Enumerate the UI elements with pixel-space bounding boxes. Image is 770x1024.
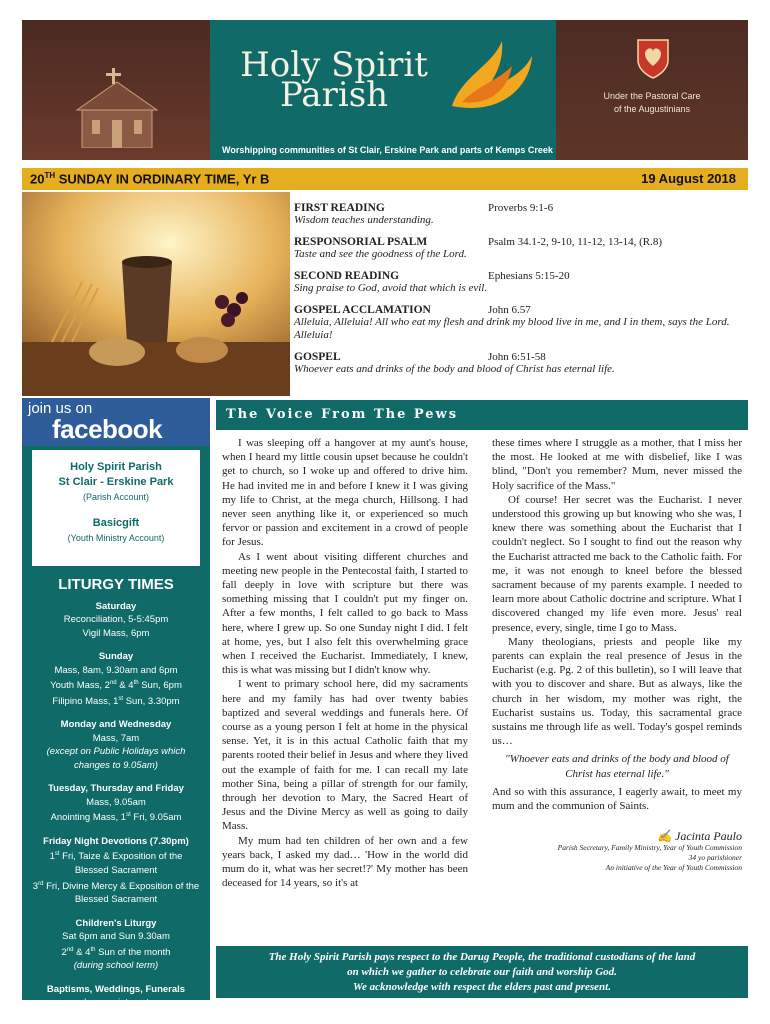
reading-item xyxy=(294,236,744,261)
article-paragraph: Of course! Her secret was the Eucharist. I never understood this growing up but knowing who she was, I knew there was something about the Eucharist that I couldn't neglect. So I sought to find out the reason why the Eucharist attracted me back to the Catholic faith. For me, it was not enough to kneel before the blessed sacrament because of my parents example. I needed to learn more about Catholic doctrine and scripture. What I discovered changed my life even more. Jesus' real presence, every, single, time I go to Mass. xyxy=(492,493,742,634)
reading-item xyxy=(294,304,744,342)
author-initiative: An initiative of the Year of Youth Commission xyxy=(605,863,742,873)
church-icon xyxy=(62,68,172,148)
title-panel xyxy=(210,20,556,160)
footer-line: We acknowledge with respect the elders past and present. xyxy=(353,981,611,993)
liturgy-times xyxy=(22,578,210,1010)
liturgy-line xyxy=(22,809,210,825)
liturgy-line: by appointment xyxy=(83,997,149,1009)
footer-line: on which we gather to celebrate our faith and worship God. xyxy=(347,966,617,978)
liturgy-day: Baptisms, Weddings, Funerals xyxy=(46,983,186,995)
liturgy-text: Anointing Mass, 1 xyxy=(50,812,127,824)
liturgy-line: (during school term) xyxy=(73,960,159,972)
reading-response: Taste and see the goodness of the Lord. xyxy=(294,248,467,260)
reading-item xyxy=(294,270,744,295)
liturgy-sup: st xyxy=(118,695,124,702)
bread-and-wine-photo xyxy=(22,192,290,396)
facebook-logo: facebook xyxy=(52,414,163,444)
sunday-title-rest: SUNDAY IN ORDINARY TIME, Yr B xyxy=(55,171,270,187)
reading-response: Alleluia, Alleluia! All who eat my flesh and drink my blood live in me, and I in them, says the Lord. Alleluia! xyxy=(294,316,730,341)
sidebar xyxy=(22,398,210,1009)
reading-response: Sing praise to God, avoid that which is evil. xyxy=(294,282,488,294)
sunday-ordinal-sup: TH xyxy=(44,171,56,180)
reading-name: FIRST READING xyxy=(294,202,385,214)
facebook-accounts-card xyxy=(32,450,200,566)
account-name[interactable]: Basicgift xyxy=(92,517,140,529)
liturgy-text: 3 xyxy=(32,880,39,892)
pastoral-line-2: of the Augustinians xyxy=(613,104,691,114)
account-name[interactable]: St Clair - Erskine Park xyxy=(58,476,174,488)
account-note: (Parish Account) xyxy=(82,492,150,502)
liturgy-sup: th xyxy=(133,680,139,686)
facebook-banner[interactable] xyxy=(22,398,210,446)
article-paragraph: As I went about visiting different churches and meeting new people in the Pentecostal faith, I started to fall deeply in love with scripture but there was something missing that I couldn't put my finger on. After a few months, I felt called to go back to Mass here, where I grew up. So one Sunday night I did. I felt at home, yes, but I also felt this overwhelming grace when I received the Eucharist. Immediately, I knew, this is what was missing but I didn't know why. xyxy=(222,550,468,677)
liturgy-sup: th xyxy=(90,946,96,953)
liturgy-day: Friday Night Devotions (7.30pm) xyxy=(43,835,189,847)
article-paragraph: these times where I struggle as a mother, that I miss her the most. He looked at me with disbelief, like I was blind, "Don't you remember? Mum, never missed the Holy sacrifice of the Mass." xyxy=(492,437,742,492)
reading-name: SECOND READING xyxy=(294,270,400,282)
liturgy-day: Children's Liturgy xyxy=(75,917,157,929)
article-paragraph: My mum had ten children of her own and a few years back, I asked my dad… 'How in the world did mum do it, what was her secret!?' My mother has been deceased for 14 years, so it's at xyxy=(222,834,468,890)
reading-ref: Psalm 34.1-2, 9-10, 11-12, 13-14, (R.8) xyxy=(488,236,663,248)
reading-item xyxy=(294,202,744,227)
title-line-2: Parish xyxy=(279,75,389,115)
liturgy-text: Fri, Taize & Exposition of the Blessed Sacrament xyxy=(59,851,183,877)
liturgy-line xyxy=(22,878,210,907)
gospel-quote: "Whoever eats and drinks of the body and blood of Christ has eternal life." xyxy=(505,753,729,780)
reading-name: GOSPEL ACCLAMATION xyxy=(294,304,431,316)
liturgy-heading: LITURGY TIMES xyxy=(58,576,174,593)
liturgy-line: Mass, 7am xyxy=(92,732,140,744)
liturgy-sup: st xyxy=(126,812,131,819)
sunday-bar xyxy=(22,168,748,190)
masthead xyxy=(22,20,748,160)
reading-response: Whoever eats and drinks of the body and blood of Christ has eternal life. xyxy=(294,363,615,375)
reading-name: RESPONSORIAL PSALM xyxy=(294,236,428,248)
liturgy-day: Tuesday, Thursday and Friday xyxy=(48,783,184,795)
liturgy-text: & 4 xyxy=(73,946,91,958)
author-signature: ✍ Jacinta Paulo xyxy=(657,829,742,844)
sunday-ordinal: 20 xyxy=(30,171,45,187)
liturgy-line xyxy=(22,693,210,709)
account-note: (Youth Ministry Account) xyxy=(67,533,165,543)
liturgy-text: Fri, 9.05am xyxy=(130,812,182,824)
liturgy-sup: nd xyxy=(109,680,117,686)
bulletin-page xyxy=(22,20,748,1009)
footer-line: The Holy Spirit Parish pays respect to the Darug People, the traditional custodians of the land xyxy=(268,951,696,963)
liturgy-text: 1 xyxy=(49,851,55,863)
reading-ref: Proverbs 9:1-6 xyxy=(488,202,554,214)
church-illustration xyxy=(22,20,210,160)
liturgy-day: Saturday xyxy=(95,600,137,612)
liturgy-line: (except on Public Holidays which changes to 9.05am) xyxy=(46,746,186,771)
liturgy-line: Mass, 9.05am xyxy=(86,796,146,808)
author-role: Parish Secretary, Family Ministry, Year of Youth Commission xyxy=(557,843,742,853)
pastoral-line-1: Under the Pastoral Care xyxy=(603,91,701,101)
sunday-date: 19 August 2018 xyxy=(641,171,736,186)
liturgy-line: Vigil Mass, 6pm xyxy=(82,627,150,639)
liturgy-sup: nd xyxy=(66,946,74,953)
liturgy-text: Sun, 6pm xyxy=(138,680,182,692)
liturgy-line: Mass, 8am, 9.30am and 6pm xyxy=(54,664,178,676)
liturgy-line xyxy=(22,677,210,693)
voice-title: The Voice From The Pews xyxy=(226,407,459,422)
reading-ref: John 6.57 xyxy=(488,304,531,316)
article-paragraph: Many theologians, priests and people like my parents can explain the real presence of Jesus in the Eucharist (e.g. Pg. 2 of this bulletin), so I will leave that with you to discover and share. But as always, like the church in her wisdom, my mother was right, the Eucharist sustains us. Today, this sacramental grace sustains me through life as well. Today's gospel reminds us… xyxy=(492,635,742,748)
tagline: Worshipping communities of St Clair, Erskine Park and parts of Kemps Creek xyxy=(222,145,553,155)
liturgy-text: Fri, Divine Mercy & Exposition of the Blessed Sacrament xyxy=(43,880,200,906)
reading-ref: Ephesians 5:15-20 xyxy=(488,270,570,282)
holy-spirit-flame-icon xyxy=(442,36,538,126)
pastoral-care-note xyxy=(564,90,740,116)
liturgy-text: Sun, 3.30pm xyxy=(123,695,180,707)
article-paragraph: I was sleeping off a hangover at my aunt's house, when I heard my little cousin upset because he couldn't get to church, so I woke up and offered to drive him. He had invited me in and before I knew it I was giving my life to Christ, at the mega church, Hillsong. I had never seen anything like it, or experienced so much fervor or passion and excitement in a crowd of people for Jesus. xyxy=(222,437,468,549)
reading-ref: John 6:51-58 xyxy=(488,351,546,363)
reading-response: Wisdom teaches understanding. xyxy=(294,214,434,226)
liturgy-text: 2 xyxy=(61,946,67,958)
article-column-1 xyxy=(222,436,468,891)
article-paragraph: I went to primary school here, did my sacraments here and my family has had over twenty babies baptized and several weddings and funerals here. Of course as a young person I felt at home in the physical sense. Yet, it is in this actual Catholic faith that my parents rooted their belief in Jesus and where they lived out the example of faith for me. I can recall my late mother Sina, being a pillar of strength for our family, through her devotion to Mary, the Sacred Heart of Jesus and the Divine Mercy as well as going to daily Mass. xyxy=(222,678,468,833)
liturgy-text: Youth Mass, 2 xyxy=(50,680,110,692)
liturgy-line: Reconciliation, 5-5:45pm xyxy=(63,614,169,625)
reading-item xyxy=(294,351,744,376)
augustinian-crest-icon xyxy=(636,34,670,80)
liturgy-day: Sunday xyxy=(98,651,134,662)
reading-name: GOSPEL xyxy=(294,351,341,363)
liturgy-line xyxy=(22,944,210,960)
augustinian-panel xyxy=(556,20,748,160)
title-line-1: Holy Spirit xyxy=(240,45,428,85)
liturgy-sup: st xyxy=(54,851,60,858)
facebook-join-text: join us on xyxy=(28,400,93,417)
liturgy-sup: rd xyxy=(38,880,44,887)
liturgy-line xyxy=(22,848,210,877)
acknowledgement-footer xyxy=(216,946,748,998)
article-closing: And so with this assurance, I eagerly await, to meet my mum and the communion of Saints. xyxy=(492,785,742,813)
voice-header xyxy=(216,400,748,430)
account-name[interactable]: Holy Spirit Parish xyxy=(70,461,162,473)
liturgy-day: Monday and Wednesday xyxy=(60,719,172,731)
readings-list xyxy=(294,202,744,385)
sunday-title xyxy=(30,171,269,186)
liturgy-text: Filipino Mass, 1 xyxy=(52,695,119,707)
article-column-2 xyxy=(492,436,742,873)
liturgy-line: Sat 6pm and Sun 9.30am xyxy=(62,931,170,943)
liturgy-text: Sun of the month xyxy=(95,946,171,958)
liturgy-text: & 4 xyxy=(116,680,134,692)
author-age: 34 yo parishioner xyxy=(688,853,742,863)
parish-title xyxy=(234,45,434,115)
